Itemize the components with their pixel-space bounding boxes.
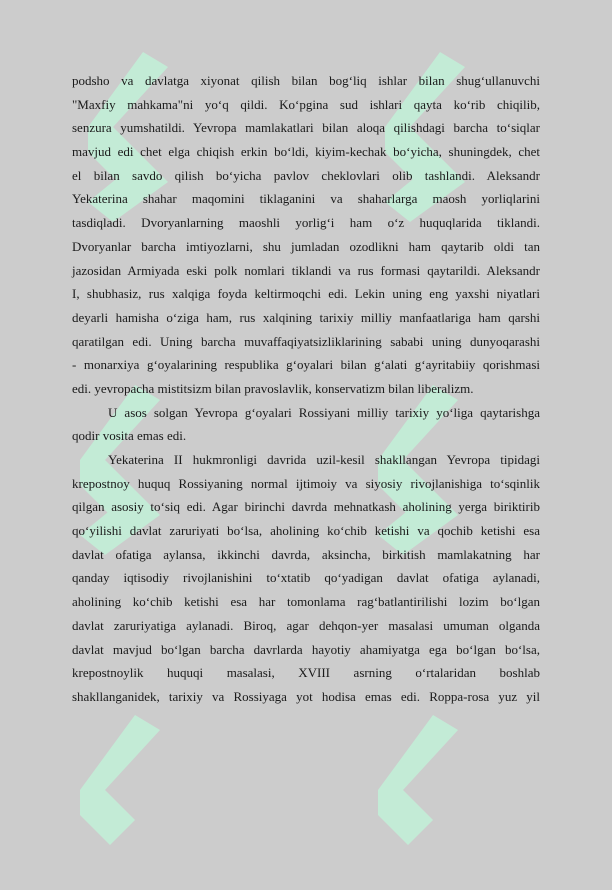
text-line: I, shubhasiz, rus xalqiga foyda keltirmoqchi edi. Lekin uning eng yaxshi niyatlari [72, 286, 540, 302]
text-line: mavjud edi chet elga chiqish erkin bo‘ldi, kiyim-kechak bo‘yicha, shuningdek, chet [72, 144, 540, 160]
text-line: davlat ofatiga aylansa, ikkinchi davrda, aksincha, birkitish mamlakatning har [72, 546, 540, 562]
text-line: podsho va davlatga xiyonat qilish bilan bog‘liq ishlar bilan shug‘ullanuvchi [72, 73, 540, 88]
text-line: tasdiqladi. Dvoryanlarning maoshli yorlig‘i ham o‘z huquqlarida tiklandi. [72, 215, 540, 231]
text-line: jazosidan Armiyada eski polk nomlari tiklandi va rus formasi qaytarildi. Aleksandr [72, 262, 540, 278]
document-body [72, 69, 540, 709]
watermark-logo [378, 715, 458, 885]
text-line: krepostnoy huquq Rossiyaning normal ijtimoiy va siyosiy rivojlanishiga to‘sqinlik [72, 475, 540, 491]
text-line: senzura yumshatildi. Yevropa mamlakatlari bilan aloqa qilishdagi barcha to‘siqlar [72, 120, 540, 136]
text-line: "Maxfiy mahkama"ni yo‘q qildi. Ko‘pgina sud ishlari qayta ko‘rib chiqilib, [72, 96, 540, 112]
text-line: el bilan savdo qilish bo‘yicha pavlov cheklovlari olib tashlandi. Aleksandr [72, 167, 540, 183]
text-line: U asos solgan Yevropa g‘oyalari Rossiyani milliy tarixiy yo‘liga qaytarishga [108, 404, 540, 420]
text-line: krepostnoylik huquqi masalasi, XVIII asrning o‘rtalaridan boshlab [72, 665, 540, 681]
text-line: qaratilgan edi. Uning barcha muvaffaqiyatsizliklarining sababi uning dunyoqarashi [72, 333, 540, 349]
text-line: qo‘yilishi davlat zaruriyati bo‘lsa, aholining ko‘chib ketishi va qochib ketishi esa [72, 523, 540, 539]
text-line: davlat mavjud bo‘lgan barcha davrlarda hayotiy ahamiyatga ega bo‘lgan bo‘lsa, [72, 641, 540, 657]
text-line: shakllanganidek, tarixiy va Rossiyaga yot hodisa emas edi. Roppa-rosa yuz yil [72, 688, 540, 704]
text-line: deyarli hamisha o‘ziga ham, rus xalqining tarixiy milliy manfaatlariga ham qarshi [72, 309, 540, 325]
text-line: davlat zaruriyatiga aylanadi. Biroq, agar dehqon-yer masalasi umuman olganda [72, 617, 540, 633]
watermark-logo-icon [378, 715, 458, 885]
watermark-logo-icon [80, 715, 160, 885]
watermark-logo [80, 715, 160, 885]
text-line: edi. yevropacha mistitsizm bilan pravoslavlik, konservatizm bilan liberalizm. [72, 380, 474, 396]
text-line: Yekaterina shahar maqomini tiklaganini va shaharlarga maosh yorliqlarini [72, 191, 540, 207]
paragraph-1 [72, 69, 540, 401]
text-line: - monarxiya g‘oyalarining respublika g‘oyalari bilan g‘alati g‘ayritabiiy qorishmasi [72, 357, 540, 373]
paragraph-2 [72, 401, 540, 448]
text-line: qilgan asosiy to‘siq edi. Agar birinchi davrda mehnatkash aholining yerga biriktirib [72, 499, 540, 515]
text-line: Yekaterina II hukmronligi davrida uzil-kesil shakllangan Yevropa tipidagi [108, 452, 540, 467]
paragraph-3 [72, 448, 540, 709]
text-line: Dvoryanlar barcha imtiyozlarni, shu jumladan ozodlikni ham qaytarib oldi tan [72, 238, 540, 254]
text-line: qanday iqtisodiy rivojlanishini to‘xtatib qo‘yadigan davlat ofatiga aylanadi, [72, 570, 540, 586]
text-line: aholining ko‘chib ketishi esa har tomonlama rag‘batlantirilishi lozim bo‘lgan [72, 594, 540, 610]
text-line: qodir vosita emas edi. [72, 428, 187, 444]
